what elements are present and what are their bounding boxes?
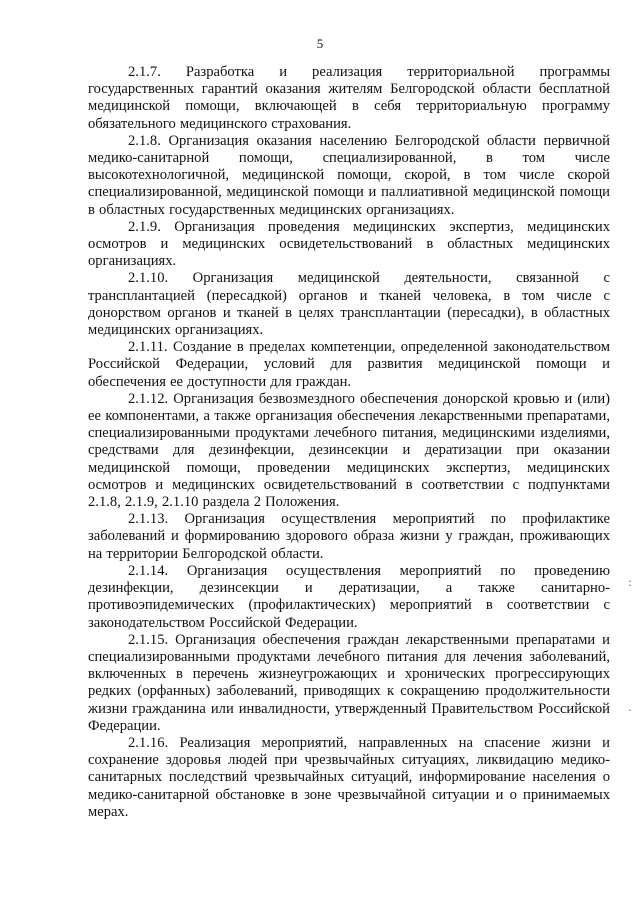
paragraph-2-1-11: 2.1.11. Создание в пределах компетенции, определенной законодательством Российской Федерации, условий для развития медицинской помощи и обеспечения ее доступности для граждан. xyxy=(88,339,610,390)
page-number: 5 xyxy=(316,36,324,51)
margin-mark: · xyxy=(628,703,632,717)
paragraph-2-1-10: 2.1.10. Организация медицинской деятельности, связанной с трансплантацией (пересадкой) органов и тканей человека, в том числе с донорством органов и тканей в целях трансплантации (пересадки), в областных медицинских организациях. xyxy=(88,270,610,339)
paragraph-2-1-15: 2.1.15. Организация обеспечения граждан лекарственными препаратами и специализированными продуктами лечебного питания для лечения заболеваний, включенных в перечень жизнеугрожающих и хронических прогрессирующих редких (орфанных) заболеваний, приводящих к сокращению продолжительности жизни гражданина или инвалидности, утвержденный Правительством Российской Федерации. xyxy=(88,631,610,734)
paragraph-2-1-14: 2.1.14. Организация осуществления мероприятий по проведению дезинфекции, дезинсекции и дератизации, а также санитарно-противоэпидемических (профилактических) мероприятий в соответствии с законодательством Российской Федерации. xyxy=(88,562,610,631)
document-body xyxy=(88,64,610,821)
margin-mark: : xyxy=(628,575,632,589)
paragraph-2-1-16: 2.1.16. Реализация мероприятий, направленных на спасение жизни и сохранение здоровья людей при чрезвычайных ситуациях, ликвидацию медико-санитарных последствий чрезвычайных ситуаций, информирование населения о медико-санитарной обстановке в зоне чрезвычайной ситуации и о принимаемых мерах. xyxy=(88,734,610,820)
paragraph-2-1-9: 2.1.9. Организация проведения медицинских экспертиз, медицинских осмотров и медицинских освидетельствований в областных медицинских организациях. xyxy=(88,218,610,270)
paragraph-2-1-13: 2.1.13. Организация осуществления мероприятий по профилактике заболеваний и формированию здорового образа жизни у граждан, проживающих на территории Белгородской области. xyxy=(88,511,610,562)
paragraph-2-1-12: 2.1.12. Организация безвозмездного обеспечения донорской кровью и (или) ее компонентами, а также организация обеспечения лекарственными препаратами, специализированными продуктами лечебного питания, медицинскими изделиями, средствами для дезинфекции, дезинсекции и дератизации при оказании медицинской помощи, проведении медицинских экспертиз, медицинских осмотров и медицинских освидетельствований в соответствии с подпунктами 2.1.8, 2.1.9, 2.1.10 раздела 2 Положения. xyxy=(88,390,610,511)
paragraph-2-1-7: 2.1.7. Разработка и реализация территориальной программы государственных гарантий оказания жителям Белгородской области бесплатной медицинской помощи, включающей в себя территориальную программу обязательного медицинского страхования. xyxy=(88,64,610,132)
paragraph-2-1-8: 2.1.8. Организация оказания населению Белгородской области первичной медико-санитарной помощи, специализированной, в том числе высокотехнологичной, медицинской помощи, скорой, в том числе скорой специализированной, медицинской помощи и паллиативной медицинской помощи в областных государственных медицинских организациях. xyxy=(88,132,610,218)
